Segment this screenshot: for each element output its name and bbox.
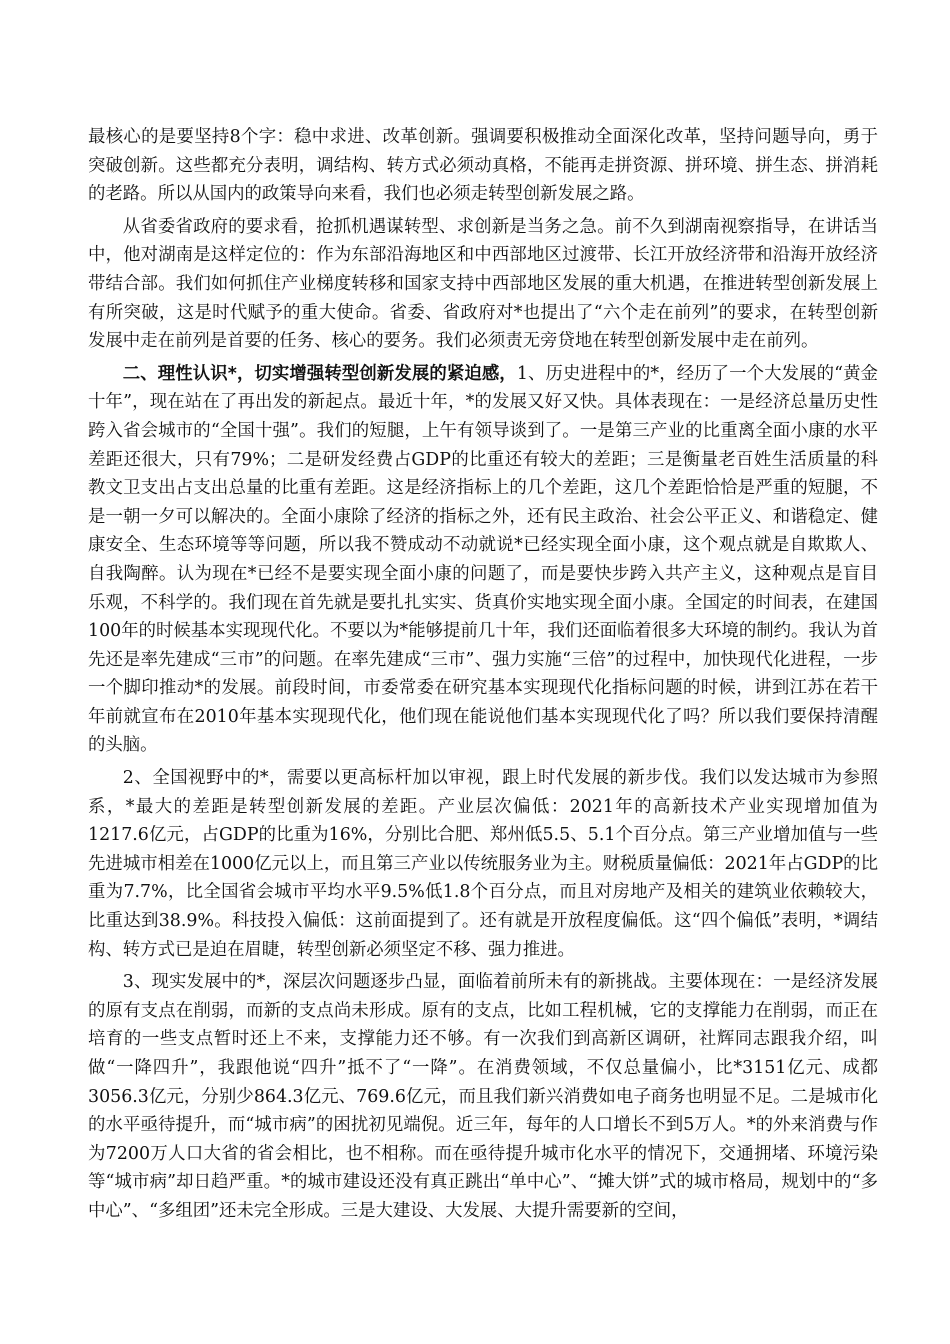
paragraph-text: 3、现实发展中的*，深层次问题逐步凸显，面临着前所未有的新挑战。主要体现在：一是经济发展的原有支点在削弱，而新的支点尚未形成。原有的支点，比如工程机械，它的支撑能力在削弱，而正在培育的一些支点暂时还上不来，支撑能力还不够。有一次我们到高新区调研，社辉同志跟我介绍，叫做“一降四升”，我跟他说“四升”抵不了“一降”。在消费领域，不仅总量偏小，比*3151亿元、成都3056.3亿元，分别少864.3亿元、769.6亿元，而且我们新兴消费如电子商务也明显不足。二是城市化的水平亟待提升，而“城市病”的困扰初见端倪。近三年，每年的人口增长不到5万人。*的外来消费与作为7200万人口大省的省会相比，也不相称。而在亟待提升城市化水平的情况下，交通拥堵、环境污染等“城市病”却日趋严重。*的城市建设还没有真正跳出“单中心”、“摊大饼”式的城市格局，规划中的“多中心”、“多组团”还未完全形成。三是大建设、大发展、大提升需要新的空间，: [88, 972, 878, 1221]
paragraph-text: 从省委省政府的要求看，抢抓机遇谋转型、求创新是当务之急。前不久到湖南视察指导，在讲话当中，他对湖南是这样定位的：作为东部沿海地区和中西部地区过渡带、长江开放经济带和沿海开放经济带结合部。我们如何抓住产业梯度转移和国家支持中西部地区发展的重大机遇，在推进转型创新发展上有所突破，这是时代赋予的重大使命。省委、省政府对*也提出了“六个走在前列”的要求，在转型创新发展中走在前列是首要的任务、核心的要务。我们必须责无旁贷地在转型创新发展中走在前列。: [88, 216, 878, 352]
section-heading: 二、理性认识*，切实增强转型创新发展的紧迫感，: [122, 363, 517, 384]
paragraph-3: [88, 360, 878, 760]
document-body: [88, 123, 878, 1230]
paragraph-text: 2、全国视野中的*，需要以更高标杆加以审视，跟上时代发展的新步伐。我们以发达城市为参照系，*最大的差距是转型创新发展的差距。产业层次偏低：2021年的高新技术产业实现增加值为1217.6亿元，占GDP的比重为16%，分别比合肥、郑州低5.5、5.1个百分点。第三产业增加值与一些先进城市相差在1000亿元以上，而且第三产业以传统服务业为主。财税质量偏低：2021年占GDP的比重为7.7%，比全国省会城市平均水平9.5%低1.8个百分点，而且对房地产及相关的建筑业依赖较大，比重达到38.9%。科技投入偏低：这前面提到了。还有就是开放程度偏低。这“四个偏低”表明，*调结构、转方式已是迫在眉睫，转型创新必须坚定不移、强力推进。: [88, 768, 878, 960]
paragraph-4: [88, 764, 878, 964]
paragraph-text: 最核心的是要坚持8个字：稳中求进、改革创新。强调要积极推动全面深化改革，坚持问题导向，勇于突破创新。这些都充分表明，调结构、转方式必须动真格，不能再走拼资源、拼环境、拼生态、拼消耗的老路。所以从国内的政策导向来看，我们也必须走转型创新发展之路。: [88, 127, 878, 205]
paragraph-5: [88, 968, 878, 1225]
paragraph-text: 1、历史进程中的*，经历了一个大发展的“黄金十年”，现在站在了再出发的新起点。最近十年，*的发展又好又快。具体表现在：一是经济总量历史性跨入省会城市的“全国十强”。我们的短腿，上午有领导谈到了。一是第三产业的比重离全面小康的水平差距还很大，只有79%；二是研发经费占GDP的比重还有较大的差距；三是衡量老百姓生活质量的科教文卫支出占支出总量的比重有差距。这是经济指标上的几个差距，这几个差距恰恰是严重的短腿，不是一朝一夕可以解决的。全面小康除了经济的指标之外，还有民主政治、社会公平正义、和谐稳定、健康安全、生态环境等等问题，所以我不赞成动不动就说*已经实现全面小康，这个观点就是自欺欺人、自我陶醉。认为现在*已经不是要实现全面小康的问题了，而是要快步跨入共产主义，这种观点是盲目乐观，不科学的。我们现在首先就是要扎扎实实、货真价实地实现全面小康。全国定的时间表，在建国100年的时候基本实现现代化。不要以为*能够提前几十年，我们还面临着很多大环境的制约。我认为首先还是率先建成“三市”的问题。在率先建成“三市”、强力实施“三倍”的过程中，加快现代化进程，一步一个脚印推动*的发展。前段时间，市委常委在研究基本实现现代化指标问题的时候，讲到江苏在若干年前就宣布在2010年基本实现现代化，他们现在能说他们基本实现现代化了吗？所以我们要保持清醒的头脑。: [88, 363, 878, 756]
paragraph-1: [88, 123, 878, 209]
paragraph-2: [88, 213, 878, 356]
